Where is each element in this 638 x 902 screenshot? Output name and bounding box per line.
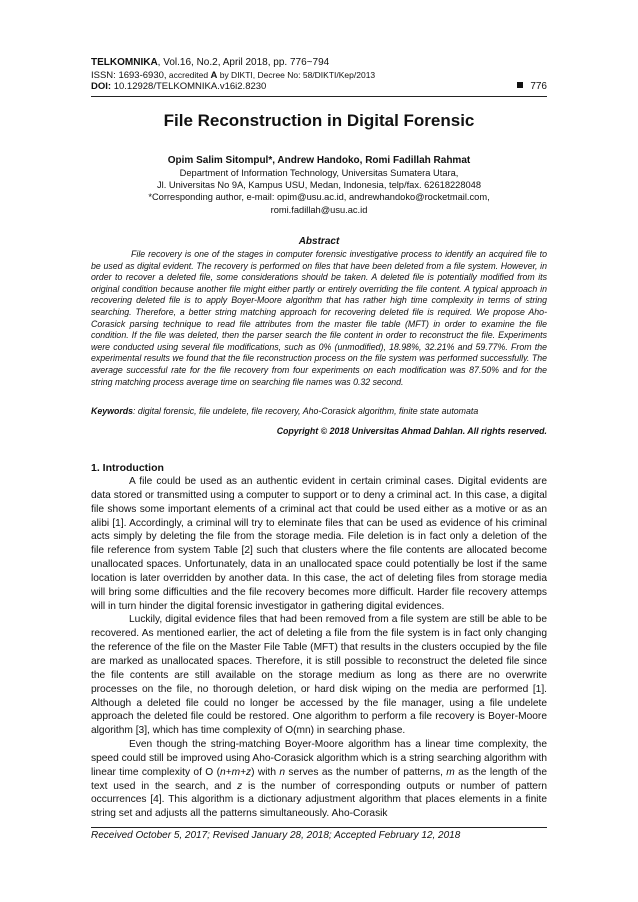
keywords — [91, 405, 547, 417]
section-body — [91, 475, 547, 821]
journal-name: TELKOMNIKA — [91, 57, 158, 68]
journal-citation — [91, 57, 547, 69]
math-italic: n — [279, 766, 286, 778]
section-heading: 1. Introduction — [91, 462, 164, 474]
accreditation-pre: accredited — [166, 70, 211, 80]
paragraph-text: is the number of corresponding outputs or number of pattern occurrences [4]. This algorithm is a dictionary adjustment algorithm that places elements in a finite string set and adjusts all the patterns simultaneously. Aho-Corasik — [91, 780, 547, 820]
affiliation-line: Jl. Universitas No 9A, Kampus USU, Medan, Indonesia, telp/fax. 62618228048 — [156, 180, 482, 191]
paragraph-text: as the length of the text used in the search, and — [91, 766, 548, 792]
paragraph-text: ) with — [251, 766, 280, 778]
journal-volume: , Vol.16, No.2, April 2018, pp. 776~794 — [157, 57, 330, 68]
paper-authors: Opim Salim Sitompul*, Andrew Handoko, Romi Fadillah Rahmat — [167, 155, 471, 166]
affiliation — [91, 167, 547, 216]
doi-label: DOI: — [91, 81, 112, 92]
body-paragraph: A file could be used as an authentic evident in certain criminal cases. Digital evidents are data stored or transmitted using a computer to support or to deny a criminal act. In this case, a digital file shows some important elements of a criminal act that could be used either as a motive or as an alibi [1]. Accordingly, a criminal will try to eleminate files that can be used as evidence of his criminal acts simply by deleting the file from the storage media. File deletion is in fact only a deletion of the file reference from system Table [2] such that clusters where the file contents are allocated become unallocated spaces. Unfortunately, data in an unallocated space could potentially be lost if the same location is later overridden by another data. In this case, the act of deleting files from storage media will bring some difficulties and the file recovery becomes more difficult. Harder file recovery attemps will in turn hinder the digital forensic investigator in gathering digital evidences. — [91, 476, 547, 612]
received-dates: Received October 5, 2017; Revised January 28, 2018; Accepted February 12, 2018 — [91, 830, 461, 841]
affiliation-line: Department of Information Technology, Universitas Sumatera Utara, — [179, 168, 459, 178]
abstract-text: File recovery is one of the stages in computer forensic investigative process to identify an acquired file to be used as digital evident. The recovery is performed on files that have been deleted from a file system. However, in order to recover a deleted file, some considerations should be taken. A deleted file is potentially modified from its original condition because another file might either partly or entirely overriding the file content. A typical approach in recovering deleted file is to apply Boyer-Moore algorithm that has rather high time complexity in terms of string searching. Therefore, a better string matching approach for recovering deleted file is required. We propose Aho-Corasick parsing technique to read file attributes from the master file table (MFT) in order to examine the file condition. If the file was deleted, then the parser search the file content in order to reconstruct the file. Experiments were conducted using several file modifications, such as 0% (unmodified), 18.98%, 32.21% and 59.77%. From the experimental results we found that the file reconstruction process on the file system was performed successfully. The average successful rate for the file recovery from four experiments on each modification was 87.50% and for the string matching process average time on searching file names was 0.32 second. — [91, 249, 547, 387]
body-paragraph — [91, 738, 547, 821]
page-number-value: 776 — [530, 81, 547, 92]
keywords-text: : digital forensic, file undelete, file recovery, Aho-Corasick algorithm, finite state automata — [133, 406, 479, 416]
header-rule — [91, 96, 547, 97]
math-italic: m — [446, 766, 455, 778]
doi-value: 10.12928/TELKOMNIKA.v16i2.8230 — [111, 81, 267, 92]
accreditation-grade: A — [210, 70, 218, 81]
paragraph-text: serves as the number of patterns, — [285, 766, 447, 778]
paragraph-text: Even though the string-matching Boyer-Moore algorithm has a linear time complexity, the speed could still be improved using Aho-Corasick algorithm which is a string searching algorithm with linear time complexity of O ( — [91, 739, 547, 778]
body-paragraph: Luckily, digital evidence files that had been removed from a file system are still be able to be recovered. As mentioned earlier, the act of deleting a file from the file system is in fact only changing the reference of the file on the Master File Table (MFT) that results in the clusters occupied by the file are marked as unallocated spaces. Therefore, it is still possible to reconstruct the deleted file since the file contents are still available on the storage medium as long as there are no overwrite processes on the file, no thorough deletion, or hard disk wiping on the media are performed [1]. Although a deleted file could no longer be accessed by the file manager, using a file undelete approach the deleted file could be restored. One algorithm to perform a file recovery is Boyer-Moore algorithm [3], which has time complexity of O(mn) in searching phase. — [91, 614, 547, 737]
issn: ISSN: 1693-6930, — [91, 70, 167, 81]
affiliation-line: *Corresponding author, e-mail: opim@usu.ac.id, andrewhandoko@rocketmail.com, — [148, 192, 490, 203]
square-bullet-icon — [517, 82, 523, 88]
accreditation-post: by DIKTI, Decree No: 58/DIKTI/Kep/2013 — [217, 70, 376, 80]
math-italic: z — [237, 780, 243, 792]
paper-title: File Reconstruction in Digital Forensic — [163, 111, 475, 130]
abstract-heading: Abstract — [298, 236, 340, 247]
footer-rule — [91, 827, 547, 828]
doi-line — [91, 81, 547, 93]
affiliation-line: romi.fadillah@usu.ac.id — [270, 204, 368, 215]
math-italic: n+m+z — [219, 766, 252, 778]
keywords-label: Keywords — [91, 406, 134, 416]
page-number — [517, 81, 547, 93]
copyright-notice: Copyright © 2018 Universitas Ahmad Dahlan. All rights reserved. — [276, 426, 547, 436]
